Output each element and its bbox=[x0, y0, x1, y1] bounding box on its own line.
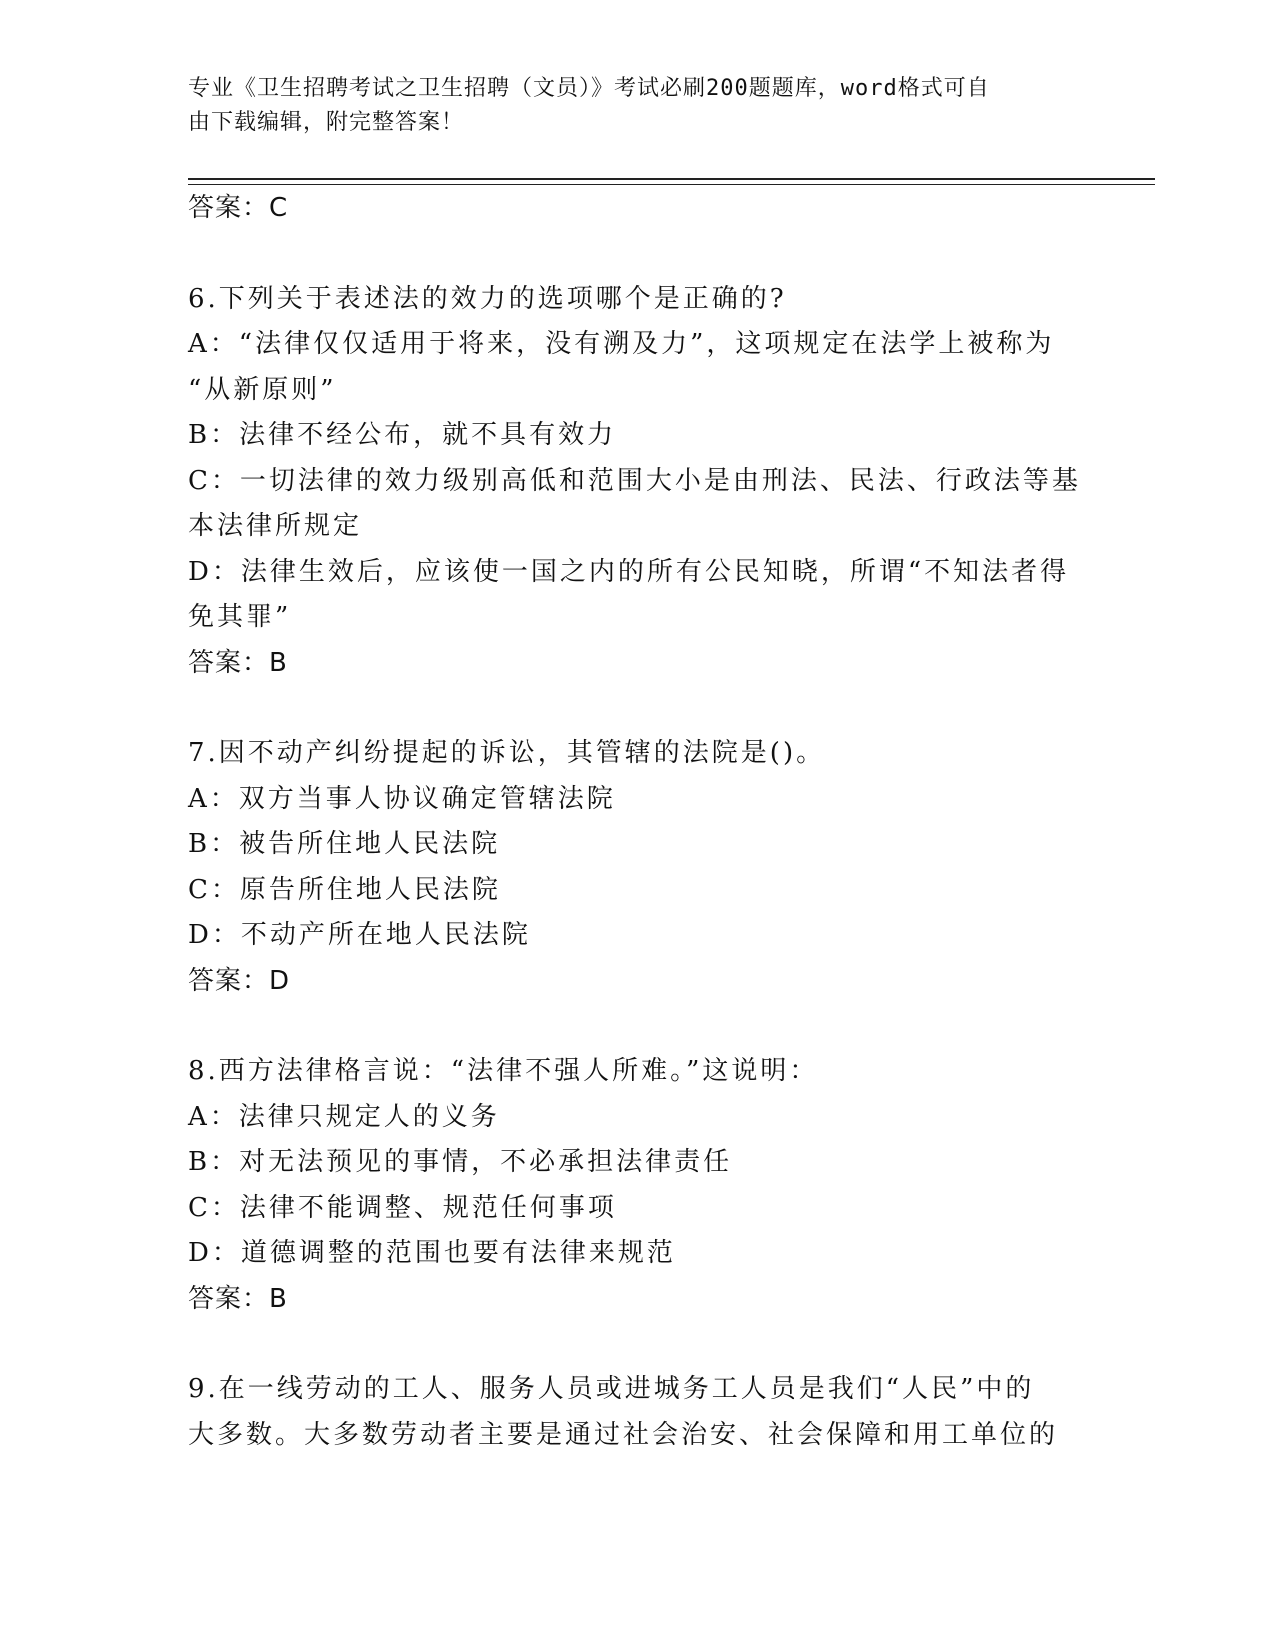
spacer bbox=[188, 686, 1088, 731]
spacer bbox=[188, 1004, 1088, 1049]
spacer bbox=[188, 1322, 1088, 1367]
header-rule-thick bbox=[188, 178, 1155, 180]
question-7-option-b: B：被告所住地人民法院 bbox=[188, 829, 501, 859]
question-6-option-a-cont: “从新原则” bbox=[188, 374, 337, 405]
page-header bbox=[188, 72, 1068, 140]
question-6-option-d: D：法律生效后，应该使一国之内的所有公民知晓，所谓“不知法者得 bbox=[188, 556, 1070, 587]
spacer bbox=[188, 232, 1088, 277]
question-6 bbox=[188, 277, 1088, 687]
question-7-answer: 答案：D bbox=[188, 965, 291, 996]
question-7-stem: 7.因不动产纠纷提起的诉讼，其管辖的法院是()。 bbox=[188, 738, 826, 768]
question-7-option-a: A：双方当事人协议确定管辖法院 bbox=[188, 783, 616, 814]
question-6-option-b: B：法律不经公布，就不具有效力 bbox=[188, 420, 617, 450]
question-7 bbox=[188, 731, 1088, 1004]
question-6-answer: 答案：B bbox=[188, 647, 288, 678]
question-8-option-a: A：法律只规定人的义务 bbox=[188, 1101, 500, 1132]
question-9 bbox=[188, 1367, 1088, 1458]
question-6-option-d-cont: 免其罪” bbox=[188, 602, 292, 632]
question-8-option-b: B：对无法预见的事情，不必承担法律责任 bbox=[188, 1147, 733, 1177]
question-6-option-a: A：“法律仅仅适用于将来，没有溯及力”，这项规定在法学上被称为 bbox=[188, 329, 1055, 359]
header-line-1: 专业《卫生招聘考试之卫生招聘（文员）》考试必刷200题题库，word格式可自 bbox=[188, 76, 990, 101]
header-line-2: 由下载编辑，附完整答案！ bbox=[188, 110, 465, 135]
answer-previous: 答案：C bbox=[188, 193, 289, 223]
question-7-option-d: D：不动产所在地人民法院 bbox=[188, 920, 531, 950]
question-6-option-c-cont: 本法律所规定 bbox=[188, 511, 363, 541]
question-6-stem: 6.下列关于表述法的效力的选项哪个是正确的? bbox=[188, 283, 787, 314]
question-9-stem-cont: 大多数。大多数劳动者主要是通过社会治安、社会保障和用工单位的 bbox=[188, 1419, 1059, 1450]
header-rule-thin bbox=[188, 184, 1155, 185]
question-8-answer: 答案：B bbox=[188, 1283, 288, 1314]
question-9-stem: 9.在一线劳动的工人、服务人员或进城务工人员是我们“人民”中的 bbox=[188, 1374, 1035, 1404]
question-6-option-c: C：一切法律的效力级别高低和范围大小是由刑法、民法、行政法等基 bbox=[188, 465, 1081, 496]
question-7-option-c: C：原告所住地人民法院 bbox=[188, 874, 501, 905]
question-8 bbox=[188, 1049, 1088, 1322]
question-8-option-c: C：法律不能调整、规范任何事项 bbox=[188, 1192, 617, 1223]
question-8-option-d: D：道德调整的范围也要有法律来规范 bbox=[188, 1238, 676, 1268]
question-8-stem: 8.西方法律格言说：“法律不强人所难。”这说明： bbox=[188, 1056, 819, 1086]
document-body bbox=[188, 186, 1088, 1458]
